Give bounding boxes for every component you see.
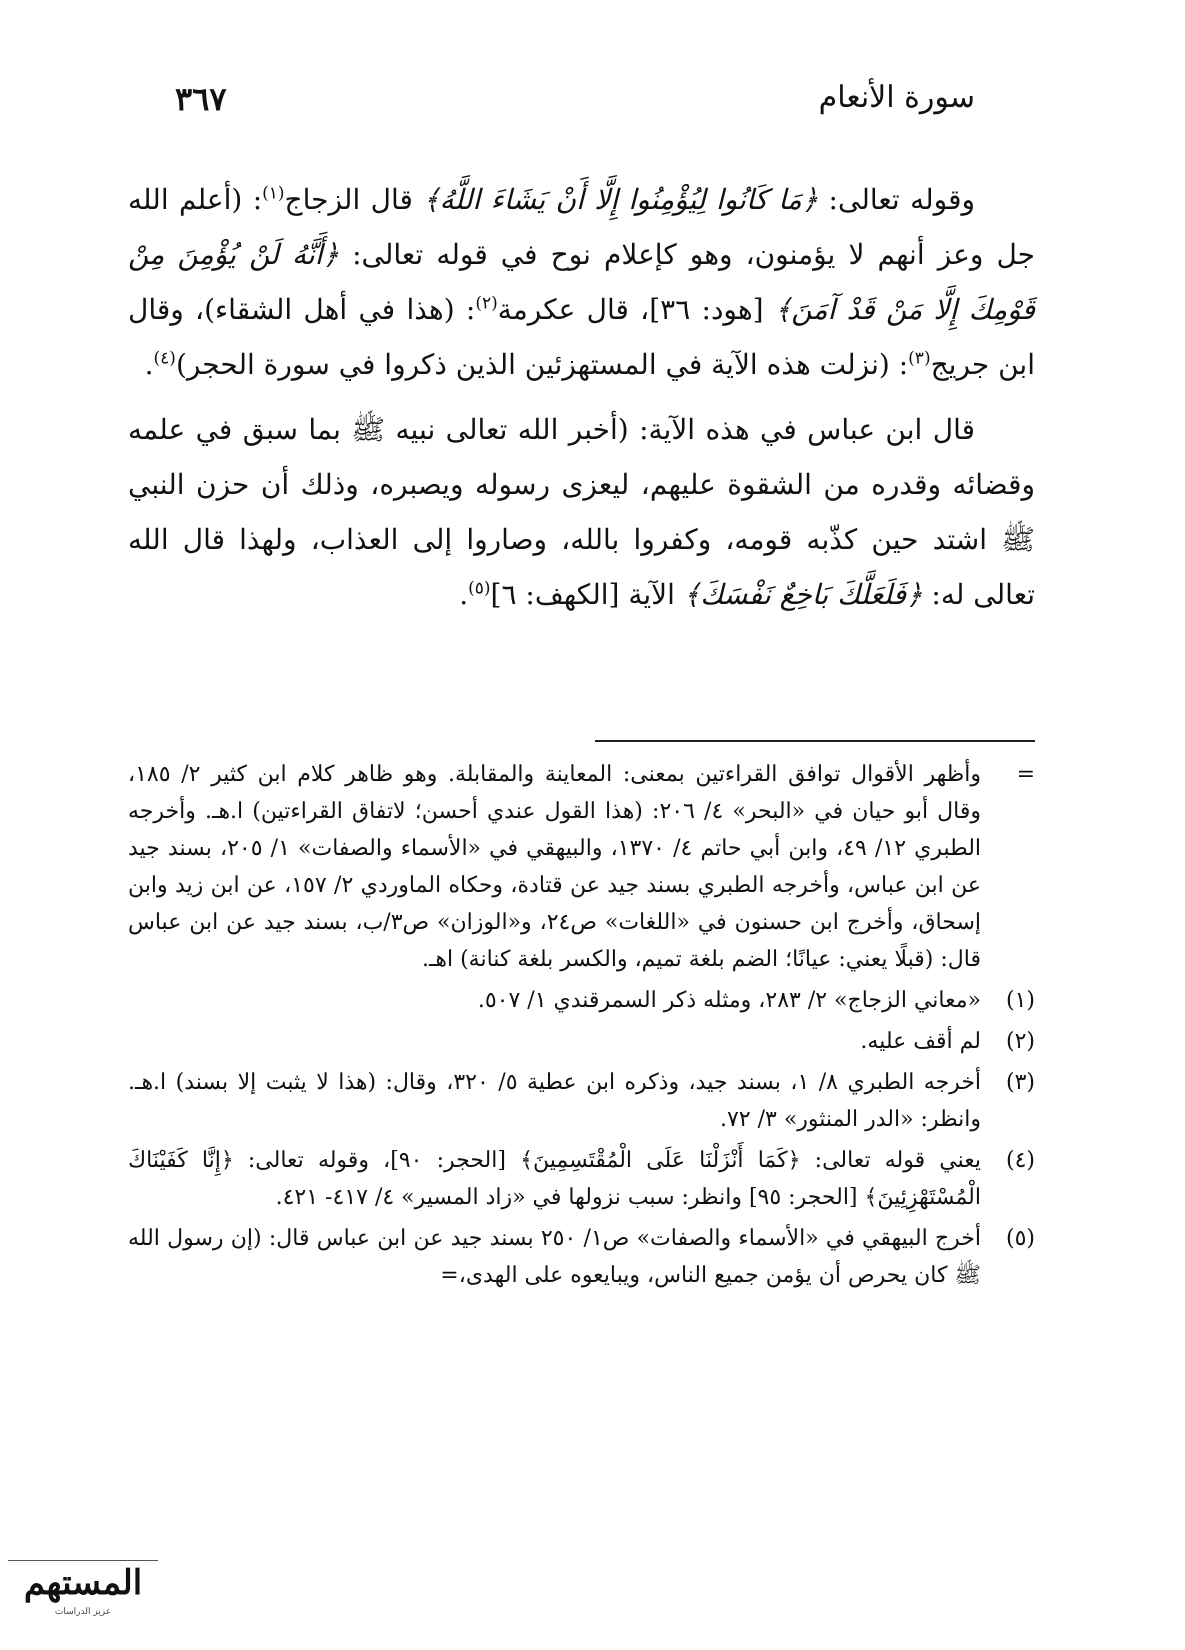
page-number: ٣٦٧ xyxy=(175,80,227,118)
footnote-number: (٤) xyxy=(1005,1148,1035,1173)
quran-quote: ﴿مَا كَانُوا لِيُؤْمِنُوا إِلَّا أَنْ يَشَاءَ اللَّهُ﴾ xyxy=(423,183,819,216)
footnote-continuation xyxy=(128,756,1035,978)
footnote-number: (٢) xyxy=(1005,1029,1035,1054)
footnote-number: (١) xyxy=(1005,988,1035,1013)
footnote-ref: (٥) xyxy=(468,578,491,599)
footnote-4 xyxy=(128,1142,1035,1216)
text-segment: . xyxy=(459,578,469,611)
text-segment: الآية [الكهف: ٦] xyxy=(490,578,684,611)
text-segment: : (أعلم الله جل وعز أنهم لا يؤمنون، وهو كإعلام نوح في قوله تعالى: xyxy=(128,183,1035,271)
footnote-text: «معاني الزجاج» ٢/ ٢٨٣، ومثله ذكر السمرقندي ١/ ٥٠٧. xyxy=(477,988,981,1013)
text-segment: وقوله تعالى: xyxy=(818,183,975,216)
paragraph-1 xyxy=(128,172,1035,392)
paragraph-2 xyxy=(128,402,1035,622)
text-segment: قال ابن عباس في هذه الآية: (أخبر الله تعالى نبيه ﷺ بما سبق في علمه وقضائه وقدره من الشقوة عليهم، ليعزى رسوله ويصبره، وذلك أن حزن النبي ﷺ اشتد حين كذّبه قومه، وكفروا بالله، وصاروا إلى العذاب، ولهذا قال الله تعالى له: xyxy=(128,413,1035,611)
footnote-5 xyxy=(128,1220,1035,1294)
text-segment: [هود: ٣٦]، قال عكرمة xyxy=(497,293,775,326)
watermark-logo xyxy=(8,1560,158,1631)
watermark-subtext: عزيز الدراسات xyxy=(54,1607,112,1617)
footnote-text: أخرج البيهقي في «الأسماء والصفات» ص١/ ٢٥٠ بسند جيد عن ابن عباس قال: (إن رسول الله ﷺ كان يحرص أن يؤمن جميع الناس، ويبايعوه على الهدى،= xyxy=(128,1226,982,1288)
quran-quote: ﴿فَلَعَلَّكَ بَاخِعٌ نَفْسَكَ﴾ xyxy=(683,578,923,611)
footnote-text: يعني قوله تعالى: ﴿كَمَا أَنْزَلْنَا عَلَى الْمُقْتَسِمِينَ﴾ [الحجر: ٩٠]، وقوله تعالى: ﴿إِنَّا كَفَيْنَاكَ الْمُسْتَهْزِئِينَ﴾ [الحجر: ٩٥] وانظر: سبب نزولها في «زاد المسير» ٤/ ٤١٧- ٤٢١. xyxy=(128,1148,981,1210)
footnote-text: لم أقف عليه. xyxy=(860,1029,981,1054)
footnote-number: (٣) xyxy=(1005,1070,1035,1095)
text-segment: : (نزلت هذه الآية في المستهزئين الذين ذكروا في سورة الحجر) xyxy=(175,348,909,381)
main-text xyxy=(128,172,1035,622)
surah-title: سورة الأنعام xyxy=(818,80,975,115)
footnote-2 xyxy=(128,1023,1035,1060)
watermark-text: المستهم xyxy=(23,1563,143,1603)
footnote-text: وأظهر الأقوال توافق القراءتين بمعنى: المعاينة والمقابلة. وهو ظاهر كلام ابن كثير ٢/ ١٨٥، وقال أبو حيان في «البحر» ٤/ ٢٠٦: (هذا القول عندي أحسن؛ لاتفاق القراءتين) ا.هـ. وأخرجه الطبري ١٢/ ٤٩، وابن أبي حاتم ٤/ ١٣٧٠، والبيهقي في «الأسماء والصفات» ١/ ٢٠٥، بسند جيد عن ابن عباس، وأخرجه الطبري بسند جيد عن قتادة، وحكاه الماوردي ٢/ ١٥٧، عن ابن زيد وابن إسحاق، وأخرج ابن حسنون في «اللغات» ص٢٤، و«الوزان» ص٣/ب، بسند جيد عن ابن عباس قال: (قبلًا يعني: عيانًا؛ الضم بلغة تميم، والكسر بلغة كنانة) اهـ. xyxy=(128,762,982,972)
footnote-ref: (٢) xyxy=(475,293,498,314)
footnote-number: (٥) xyxy=(1005,1226,1035,1251)
footnote-divider xyxy=(595,740,1035,742)
footnotes xyxy=(128,756,1035,1294)
running-header xyxy=(175,80,975,130)
footnote-text: أخرجه الطبري ٨/ ١، بسند جيد، وذكره ابن عطية ٥/ ٣٢٠، وقال: (هذا لا يثبت إلا بسند) ا.هـ. وانظر: «الدر المنثور» ٣/ ٧٢. xyxy=(128,1070,982,1132)
continuation-mark: = xyxy=(1016,762,1035,787)
text-segment: قال الزجاج xyxy=(284,183,424,216)
footnote-ref: (٤) xyxy=(153,348,176,369)
footnote-1 xyxy=(128,982,1035,1019)
quran-quote: ﴿أَنَّهُ لَنْ يُؤْمِنَ مِنْ قَوْمِكَ إِلَّا مَنْ قَدْ آمَنَ﴾ xyxy=(128,238,1036,326)
footnote-ref: (١) xyxy=(262,183,285,204)
text-segment: . xyxy=(144,348,154,381)
footnote-ref: (٣) xyxy=(908,348,931,369)
footnote-3 xyxy=(128,1064,1035,1138)
text-segment: : (هذا في أهل الشقاء)، وقال ابن جريج xyxy=(128,293,1035,381)
